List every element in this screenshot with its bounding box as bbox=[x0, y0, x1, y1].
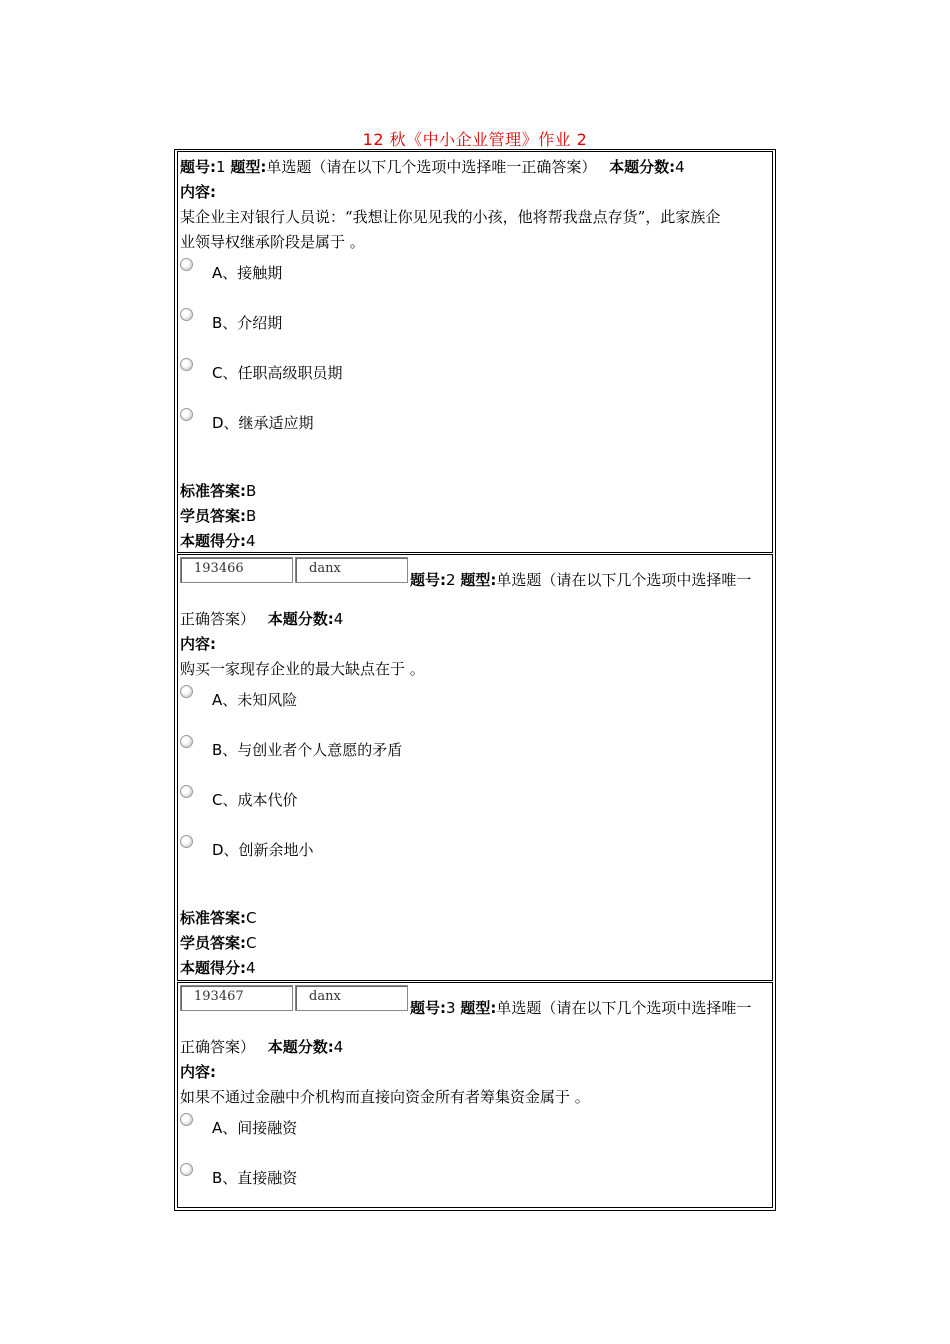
content-label: 内容: bbox=[180, 635, 216, 653]
question-id-field[interactable]: 193466 bbox=[180, 557, 293, 583]
option-label: D、创新余地小 bbox=[212, 841, 314, 859]
option-label: B、介绍期 bbox=[212, 314, 283, 332]
radio-icon[interactable] bbox=[180, 308, 193, 321]
question-3 bbox=[177, 982, 773, 1208]
question-header bbox=[180, 157, 685, 177]
stu-answer-label: 学员答案: bbox=[180, 934, 246, 952]
got-score-label: 本题得分: bbox=[180, 532, 246, 550]
radio-icon[interactable] bbox=[180, 785, 193, 798]
qno-label: 题号: bbox=[180, 158, 216, 176]
radio-icon[interactable] bbox=[180, 408, 193, 421]
qtype-value-cont: 正确答案） bbox=[180, 610, 256, 628]
option-label: D、继承适应期 bbox=[212, 414, 314, 432]
score-obtained bbox=[180, 958, 256, 978]
question-header bbox=[410, 570, 751, 590]
qtype-value: 单选题（请在以下几个选项中选择唯一 bbox=[496, 999, 752, 1017]
option-label: B、与创业者个人意愿的矛盾 bbox=[212, 741, 403, 759]
qtype-value-cont: 正确答案） bbox=[180, 1038, 256, 1056]
std-answer-label: 标准答案: bbox=[180, 482, 246, 500]
question-text-line-1: 如果不通过金融中介机构而直接向资金所有者筹集资金属于 。 bbox=[180, 1088, 590, 1106]
standard-answer bbox=[180, 481, 256, 501]
qtype-label: 题型: bbox=[460, 999, 497, 1017]
option-label: C、任职高级职员期 bbox=[212, 364, 343, 382]
content-label: 内容: bbox=[180, 1063, 216, 1081]
question-id-field[interactable]: 193467 bbox=[180, 985, 293, 1011]
qtype-value: 单选题（请在以下几个选项中选择唯一 bbox=[496, 571, 752, 589]
option-label: A、接触期 bbox=[212, 264, 283, 282]
score-label: 本题分数: bbox=[609, 158, 676, 176]
got-score-value: 4 bbox=[246, 532, 256, 550]
radio-icon[interactable] bbox=[180, 258, 193, 271]
radio-icon[interactable] bbox=[180, 358, 193, 371]
question-type-field[interactable]: danx bbox=[295, 557, 408, 583]
student-answer bbox=[180, 933, 256, 953]
got-score-value: 4 bbox=[246, 959, 256, 977]
radio-icon[interactable] bbox=[180, 1113, 193, 1126]
radio-icon[interactable] bbox=[180, 835, 193, 848]
radio-icon[interactable] bbox=[180, 685, 193, 698]
qno-value: 1 bbox=[216, 158, 226, 176]
got-score-label: 本题得分: bbox=[180, 959, 246, 977]
score-obtained bbox=[180, 531, 256, 551]
qtype-value: 单选题（请在以下几个选项中选择唯一正确答案） bbox=[266, 158, 597, 176]
document-title: 12 秋《中小企业管理》作业 2 bbox=[362, 130, 588, 149]
std-answer-label: 标准答案: bbox=[180, 909, 246, 927]
qtype-label: 题型: bbox=[460, 571, 497, 589]
score-label: 本题分数: bbox=[267, 610, 334, 628]
qtype-label: 题型: bbox=[230, 158, 267, 176]
stu-answer-value: B bbox=[246, 507, 257, 525]
stu-answer-value: C bbox=[246, 934, 257, 952]
student-answer bbox=[180, 506, 256, 526]
question-type-field[interactable]: danx bbox=[295, 985, 408, 1011]
question-text-line-2: 业领导权继承阶段是属于 。 bbox=[180, 233, 365, 251]
score-value: 4 bbox=[675, 158, 685, 176]
question-header-cont bbox=[180, 609, 343, 629]
qno-value: 3 bbox=[446, 999, 456, 1017]
question-2 bbox=[177, 554, 773, 981]
option-label: A、未知风险 bbox=[212, 691, 298, 709]
qno-label: 题号: bbox=[410, 571, 446, 589]
std-answer-value: B bbox=[246, 482, 257, 500]
radio-icon[interactable] bbox=[180, 1163, 193, 1176]
radio-icon[interactable] bbox=[180, 735, 193, 748]
content-label: 内容: bbox=[180, 183, 216, 201]
score-value: 4 bbox=[333, 610, 344, 628]
standard-answer bbox=[180, 908, 256, 928]
question-text-line-1: 某企业主对银行人员说：“我想让你见见我的小孩，他将帮我盘点存货”，此家族企 bbox=[180, 208, 721, 226]
qno-label: 题号: bbox=[410, 999, 446, 1017]
score-label: 本题分数: bbox=[267, 1038, 334, 1056]
option-label: A、间接融资 bbox=[212, 1119, 298, 1137]
stu-answer-label: 学员答案: bbox=[180, 507, 246, 525]
std-answer-value: C bbox=[246, 909, 257, 927]
option-label: B、直接融资 bbox=[212, 1169, 298, 1187]
qno-value: 2 bbox=[446, 571, 456, 589]
question-header bbox=[410, 998, 751, 1018]
option-label: C、成本代价 bbox=[212, 791, 298, 809]
quiz-frame bbox=[174, 149, 776, 1211]
question-header-cont bbox=[180, 1037, 343, 1057]
question-text-line-1: 购买一家现存企业的最大缺点在于 。 bbox=[180, 660, 425, 678]
score-value: 4 bbox=[333, 1038, 344, 1056]
question-1 bbox=[177, 151, 773, 553]
